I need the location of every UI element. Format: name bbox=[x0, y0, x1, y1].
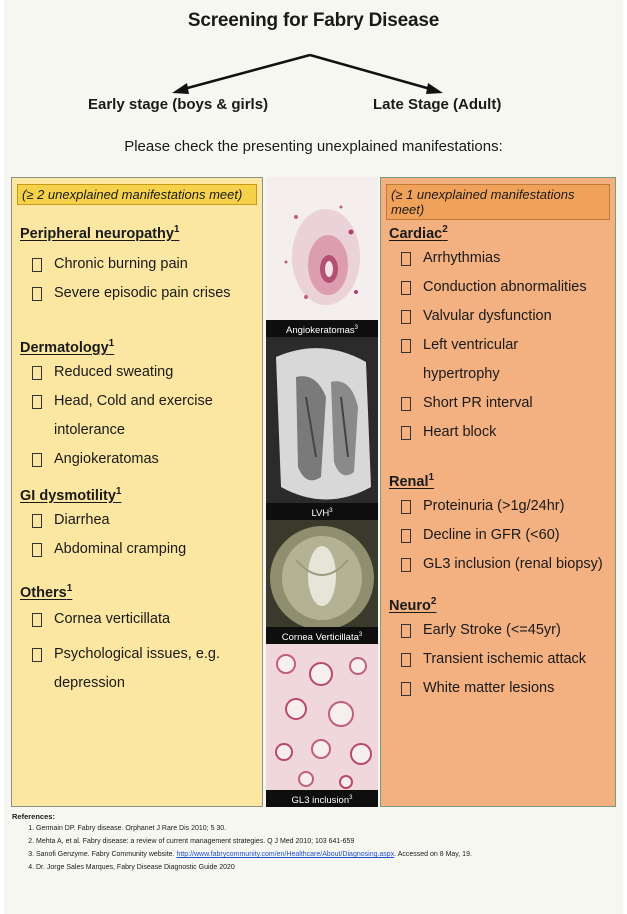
lvh-image bbox=[266, 337, 378, 520]
checkbox[interactable] bbox=[32, 453, 42, 467]
early-stage-label: Early stage (boys & girls) bbox=[88, 96, 269, 113]
checklist-item[interactable]: Transient ischemic attack bbox=[389, 645, 611, 674]
checkbox[interactable] bbox=[32, 613, 42, 627]
checklist-item[interactable]: Left ventricular bbox=[389, 331, 611, 360]
checklist-item[interactable]: Chronic burning pain bbox=[20, 250, 258, 279]
checklist-item-continued: intolerance bbox=[54, 421, 125, 438]
late-stage-label: Late Stage (Adult) bbox=[373, 96, 502, 113]
checkbox[interactable] bbox=[401, 310, 411, 324]
checkbox[interactable] bbox=[401, 281, 411, 295]
section-title: Peripheral neuropathy$^1$ bbox=[20, 224, 180, 242]
checklist-item[interactable]: Abdominal cramping bbox=[20, 535, 258, 564]
cornea-photo bbox=[266, 520, 378, 644]
checklist-item[interactable]: Psychological issues, e.g. bbox=[20, 640, 258, 669]
section-gi-dysmotility bbox=[20, 486, 258, 564]
page bbox=[4, 0, 623, 914]
instruction-text: Please check the presenting unexplained manifestations: bbox=[124, 138, 503, 155]
branch-arrows bbox=[4, 0, 623, 100]
checkbox[interactable] bbox=[401, 397, 411, 411]
reference-item: 2. Mehta A, et al. Fabry disease: a review of current management strategies. Q J Med 2010; 103 641-659 bbox=[36, 838, 472, 846]
section-title: Neuro$^2$ bbox=[389, 596, 437, 614]
angiokeratomas-image bbox=[266, 177, 378, 337]
checklist-item[interactable]: Heart block bbox=[389, 418, 611, 447]
checklist-item[interactable]: Angiokeratomas bbox=[20, 445, 258, 474]
checklist-item-continued: hypertrophy bbox=[423, 365, 500, 382]
checklist-item[interactable]: GL3 inclusion (renal biopsy) bbox=[389, 550, 611, 579]
checkbox[interactable] bbox=[401, 339, 411, 353]
checklist-item[interactable]: Short PR interval bbox=[389, 389, 611, 418]
section-renal bbox=[389, 472, 611, 579]
photo-caption: Cornea Verticillata$^3$ bbox=[266, 627, 378, 644]
section-neuro bbox=[389, 596, 611, 703]
checklist-item[interactable]: Diarrhea bbox=[20, 506, 258, 535]
checkbox[interactable] bbox=[32, 648, 42, 662]
references-heading: References: bbox=[12, 812, 55, 821]
checklist-item[interactable]: Head, Cold and exercise bbox=[20, 387, 258, 416]
checkbox[interactable] bbox=[401, 558, 411, 572]
early-criteria-banner: (≥ 2 unexplained manifestations meet) bbox=[17, 184, 257, 205]
section-others bbox=[20, 583, 258, 698]
checkbox[interactable] bbox=[401, 252, 411, 266]
checklist-item[interactable]: Severe episodic pain crises bbox=[20, 279, 258, 308]
checkbox[interactable] bbox=[32, 514, 42, 528]
reference-link[interactable]: http://www.fabrycommunity.com/en/Healthcare/About/Diagnosing.aspx bbox=[176, 851, 395, 858]
checklist-item[interactable]: Early Stroke (<=45yr) bbox=[389, 616, 611, 645]
checkbox[interactable] bbox=[401, 653, 411, 667]
checkbox[interactable] bbox=[32, 287, 42, 301]
checklist-item[interactable]: Conduction abnormalities bbox=[389, 273, 611, 302]
angiokeratomas-photo bbox=[266, 177, 378, 337]
reference-item: 1. Germain DP. Fabry disease. Orphanet J Rare Dis 2010; 5 30. bbox=[36, 825, 472, 833]
cornea-image bbox=[266, 520, 378, 644]
lvh-photo bbox=[266, 337, 378, 520]
checklist-item[interactable]: Valvular dysfunction bbox=[389, 302, 611, 331]
photo-column bbox=[266, 177, 378, 807]
gl3-inclusion-photo bbox=[266, 644, 378, 807]
checkbox[interactable] bbox=[32, 543, 42, 557]
checklist-item[interactable]: Proteinuria (>1g/24hr) bbox=[389, 492, 611, 521]
checkbox[interactable] bbox=[401, 529, 411, 543]
checkbox[interactable] bbox=[32, 258, 42, 272]
checklist-item[interactable]: White matter lesions bbox=[389, 674, 611, 703]
checkbox[interactable] bbox=[401, 500, 411, 514]
late-criteria-banner: (≥ 1 unexplained manifestations meet) bbox=[386, 184, 610, 220]
section-title: Cardiac$^2$ bbox=[389, 224, 448, 242]
section-title: GI dysmotility$^1$ bbox=[20, 486, 122, 504]
gl3-inclusion-image bbox=[266, 644, 378, 807]
checklist-item[interactable]: Reduced sweating bbox=[20, 358, 258, 387]
section-peripheral-neuropathy bbox=[20, 224, 258, 308]
checkbox[interactable] bbox=[401, 682, 411, 696]
references bbox=[12, 812, 472, 877]
early-stage-panel bbox=[11, 177, 263, 807]
section-title: Others$^1$ bbox=[20, 583, 73, 601]
reference-item: 3. Sanofi Genzyme. Fabry Community website. http://www.fabrycommunity.com/en/Healthcare/About/Diagnosing.aspx. Accessed on 8 May, 19. bbox=[36, 851, 472, 859]
section-title: Dermatology$^1$ bbox=[20, 338, 115, 356]
late-stage-panel bbox=[380, 177, 616, 807]
checkbox[interactable] bbox=[32, 395, 42, 409]
page-title: Screening for Fabry Disease bbox=[187, 10, 440, 31]
photo-caption: Angiokeratomas$^3$ bbox=[266, 320, 378, 337]
checkbox[interactable] bbox=[401, 426, 411, 440]
checklist-item-continued: depression bbox=[54, 674, 125, 691]
checkbox[interactable] bbox=[401, 624, 411, 638]
section-title: Renal$^1$ bbox=[389, 472, 435, 490]
checklist-item[interactable]: Decline in GFR (<60) bbox=[389, 521, 611, 550]
photo-caption: LVH$^3$ bbox=[266, 503, 378, 520]
section-cardiac bbox=[389, 224, 611, 447]
reference-item: 4. Dr. Jorge Sales Marques, Fabry Disease Diagnostic Guide 2020 bbox=[36, 864, 472, 872]
checklist-item[interactable]: Cornea verticillata bbox=[20, 605, 258, 634]
checkbox[interactable] bbox=[32, 366, 42, 380]
photo-caption: GL3 inclusion$^3$ bbox=[266, 790, 378, 807]
checklist-item[interactable]: Arrhythmias bbox=[389, 244, 611, 273]
section-dermatology bbox=[20, 338, 258, 474]
